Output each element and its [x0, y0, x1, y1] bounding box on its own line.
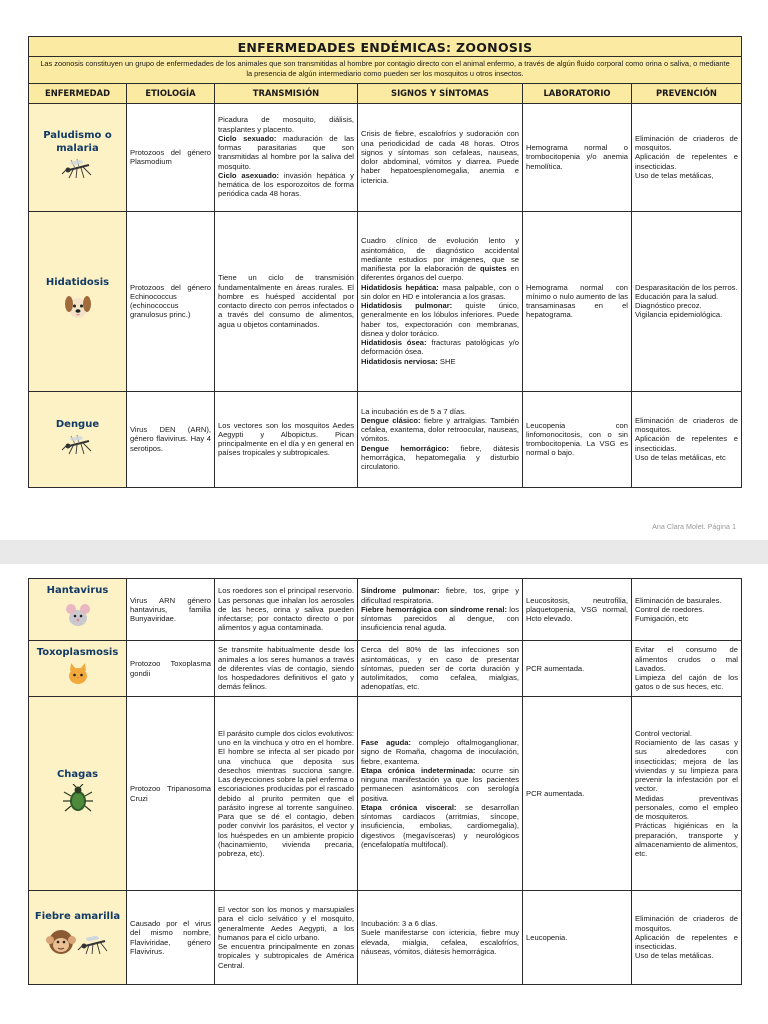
disease-name-cell — [29, 391, 127, 487]
disease-name-cell — [29, 103, 127, 211]
laboratorio-cell: Leucopenia con linfomonocitosis, con o sin trombocitopenia. La VSG es normal o bajo. — [523, 391, 632, 487]
disease-name: Paludismo o malaria — [43, 130, 112, 155]
signos-cell: Incubación: 3 a 6 días. Suele manifestarse con ictericia, fiebre muy elevada, mialgia, cefalea, escalofríos, náuseas, vómitos, diátesis hemorrágica. — [358, 891, 523, 985]
disease-name: Dengue — [55, 418, 100, 430]
prevencion-item: Aplicación de repelentes e insecticidas. — [635, 152, 738, 171]
header-laboratorio: LABORATORIO — [523, 83, 632, 103]
prevencion-cell — [632, 579, 742, 641]
etiologia-cell: Virus DEN (ARN), género flavivirus. Hay 4 serotipos. — [127, 391, 215, 487]
disease-name: Toxoplasmosis — [36, 647, 119, 659]
prevencion-item: Rociamiento de las casas y sus alrededores con insecticidas; mejora de las viviendas y su limpieza para prevenir la infestación por el vector. — [635, 738, 738, 794]
disease-name: Chagas — [56, 769, 99, 781]
prevencion-item: Eliminación de criaderos de mosquitos. — [635, 914, 738, 933]
prevencion-item: Eliminación de criaderos de mosquitos. — [635, 133, 738, 153]
mosquito-icon — [32, 434, 123, 460]
disease-row — [29, 641, 742, 697]
bug-icon — [32, 784, 123, 818]
laboratorio-cell: Hemograma normal o trombocitopenia y/o anemia hemolítica. — [523, 103, 632, 211]
monkey-mosquito-icon — [32, 926, 123, 964]
prevencion-item: Desparasitación de los perros. — [635, 282, 738, 292]
prevencion-item: Limpieza del cajón de los gatos o de sus heces, etc. — [635, 673, 738, 692]
disease-name-cell — [29, 697, 127, 891]
disease-row — [29, 211, 742, 391]
prevencion-item: Vigilancia epidemiológica. — [635, 310, 723, 320]
laboratorio-cell: Hemograma normal con mínimo o nulo aumento de las transaminasas en el hepatograma. — [523, 211, 632, 391]
signos-cell: La incubación es de 5 a 7 días. Dengue clásico: fiebre y artralgias. También cefalea, exantema, dolor retroocular, nauseas, vómitos. Dengue hemorrágico: fiebre, diátesis hemorrágica, hepatomegalia y disturbio circulatorio. — [358, 391, 523, 487]
header-prevencion: PREVENCIÓN — [632, 83, 742, 103]
signos-cell: Crisis de fiebre, escalofríos y sudoración con una periodicidad de cada 48 horas. Otros signos y síntomas son cefaleas, nauseas, dolor abdominal, vómitos y diarrea. Puede haber hepatoesplenomegalia, anemia e ictericia. — [358, 103, 523, 211]
disease-name: Fiebre amarilla — [34, 911, 121, 923]
disease-row — [29, 579, 742, 641]
laboratorio-cell: Leucositosis, neutrofilia, plaquetopenia, VSG normal, Hcto elevado. — [523, 579, 632, 641]
prevencion-item: Medidas preventivas personales, como el empleo de mosquiteros. — [635, 793, 738, 821]
header-signos: SIGNOS Y SÍNTOMAS — [358, 83, 523, 103]
transmision-cell: El parásito cumple dos ciclos evolutivos: uno en la vinchuca y otro en el hombre. El hombre se infecta al ser picado por una vinchuca que deposita sus desechos mientras succiona sangre. Las deyecciones sobre la piel enferma o escoriaciones producidas por el rascado debido al prurito permiten que el parásito ingrese al torrente sanguíneo. Para que se dé el contagio, deben poder convivir los parásitos, el vector y los huéspedes en un ambiente propicio (hacinamiento, vivienda precaria, pobreza, etc). — [215, 697, 358, 891]
transmision-cell: Se transmite habitualmente desde los animales a los seres humanos a través de diferentes vías de contagio, siendo los hospedadores definitivos el gato y demás felinos. — [215, 641, 358, 697]
prevencion-item: Aplicación de repelentes e insecticidas. — [635, 932, 738, 952]
disease-name-cell — [29, 579, 127, 641]
disease-row — [29, 891, 742, 985]
transmision-cell: El vector son los monos y marsupiales para el ciclo selvático y el mosquito, generalmente Aedes Aegypti, a los humanos para el ciclo urbano. Se encuentra principalmente en zonas tropicales y subtropicales de América Central. — [215, 891, 358, 985]
prevencion-item: Educación para la salud. — [635, 291, 719, 301]
dog-icon — [32, 292, 123, 326]
etiologia-cell: Protozoo Tripanosoma Cruzi — [127, 697, 215, 891]
prevencion-cell — [632, 641, 742, 697]
prevencion-cell — [632, 211, 742, 391]
etiologia-cell: Protozoos del género Plasmodium — [127, 103, 215, 211]
prevencion-item: Control vectorial. — [635, 728, 692, 738]
disease-name-cell — [29, 891, 127, 985]
header-enfermedad: ENFERMEDAD — [29, 83, 127, 103]
disease-name: Hantavirus — [46, 585, 109, 597]
transmision-cell: Los vectores son los mosquitos Aedes Aegypti y Albopictus. Pican principalmente en el día y en general en países tropicales y subtropicales. — [215, 391, 358, 487]
laboratorio-cell: PCR aumentada. — [523, 697, 632, 891]
laboratorio-cell: PCR aumentada. — [523, 641, 632, 697]
mouse-icon — [32, 600, 123, 634]
page-footer: Ana Clara Molet. Página 1 — [652, 522, 736, 531]
disease-name: Hidatidosis — [45, 276, 110, 288]
disease-name-cell — [29, 641, 127, 697]
transmision-cell: Tiene un ciclo de transmisión fundamentalmente en áreas rurales. El hombre es huésped accidental por contacto directo con perros infectados o a través del consumo de alimentos, agua u objetos contaminados. — [215, 211, 358, 391]
etiologia-cell: Protozoos del género Echinococcus (echinococcus granulosus princ.) — [127, 211, 215, 391]
etiologia-cell: Causado por el virus del mismo nombre, Flaviviridae, género Flavivirus. — [127, 891, 215, 985]
etiologia-cell: Virus ARN género hantavirus, familia Bunyaviridae. — [127, 579, 215, 641]
prevencion-item: Eliminación de criaderos de mosquitos. — [635, 415, 738, 435]
header-etiologia: ETIOLOGÍA — [127, 83, 215, 103]
prevencion-cell — [632, 103, 742, 211]
header-transmision: TRANSMISIÓN — [215, 83, 358, 103]
prevencion-item: Prácticas higiénicas en la preparación, transporte y almacenamiento de alimentos, etc. — [635, 821, 738, 858]
intro-paragraph: Las zoonosis constituyen un grupo de enfermedades de los animales que son transmitidas al hombre por contagio directo con el animal enfermo, a través de algún fluido corporal como orina o saliva, o mediante la presencia de algún intermediario como pueden ser los mosquitos u otros insectos. — [29, 57, 742, 83]
prevencion-cell — [632, 391, 742, 487]
etiologia-cell: Protozoo Toxoplasma gondii — [127, 641, 215, 697]
prevencion-cell — [632, 891, 742, 985]
prevencion-item: Diagnóstico precoz. — [635, 301, 702, 310]
prevencion-item: Control de roedores. — [635, 604, 705, 614]
cat-icon — [32, 662, 123, 690]
disease-name-cell — [29, 211, 127, 391]
zoonosis-table-page-2 — [28, 578, 742, 985]
laboratorio-cell: Leucopenia. — [523, 891, 632, 985]
signos-cell: Cerca del 80% de las infecciones son asintomáticas, y en caso de presentar síntomas, pueden ser de corta duración y autolimitados, como cefalea, mialgias, adenopatías, etc. — [358, 641, 523, 697]
prevencion-item: Evitar el consumo de alimentos crudos o mal Lavados. — [635, 645, 738, 673]
disease-row — [29, 103, 742, 211]
signos-cell: Fase aguda: complejo oftalmoganglionar, signo de Romaña, chagoma de inoculación, fiebre, exantema. Etapa crónica indeterminada: ocurre sin ninguna manifestación ya que los pacientes permanecen asintomáticos con serología positiva. Etapa crónica visceral: se desarrollan síntomas cardiacos (arritmias, síncope, insuficiencia, embolias, cardiomegalia), digestivos (megavísceras) y neurológicos (encefalopatía multifocal). — [358, 697, 523, 891]
prevencion-cell — [632, 697, 742, 891]
disease-row — [29, 697, 742, 891]
prevencion-item: Fumigación, etc — [635, 614, 689, 624]
signos-cell: Síndrome pulmonar: fiebre, tos, gripe y dificultad respiratoria. Fiebre hemorrágica con síndrome renal: los síntomas parecidos al dengue, con insuficiencia renal aguda. — [358, 579, 523, 641]
prevencion-item: Eliminación de basurales. — [635, 595, 722, 605]
prevencion-item: Uso de telas metálicas. — [635, 951, 714, 961]
zoonosis-table-page-1 — [28, 36, 742, 488]
mosquito-icon — [32, 158, 123, 184]
page-2 — [0, 564, 768, 1024]
signos-cell: Cuadro clínico de evolución lento y asintomático, de diagnóstico accidental mediante estudios por imágenes, que se manifiesta por la elaboración de quistes en diferentes órganos del cuerpo. Hidatidosis hepática: masa palpable, con o sin dolor en HD e intolerancia a los grasas. Hidatidosis pulmonar: quiste único, generalmente en los lóbulos inferiores. Puede haber tos, expectoración con membranas, disnea y dolor torácico. Hidatidosis ósea: fracturas patológicas y/o deformación ósea. Hidatidosis nerviosa: SHE — [358, 211, 523, 391]
disease-row — [29, 391, 742, 487]
document-title: ENFERMEDADES ENDÉMICAS: ZOONOSIS — [29, 37, 742, 57]
prevencion-item: Uso de telas metálicas, etc — [635, 452, 726, 462]
transmision-cell: Picadura de mosquito, diálisis, trasplantes y placento. Ciclo sexuado: maduración de las formas parasitarias que son transmitidas al hombre por la saliva del mosquito. Ciclo asexuado: invasión hepática y hemática de los esporozoitos de forma periódica cada 48 horas. — [215, 103, 358, 211]
header-row — [29, 83, 742, 103]
transmision-cell: Los roedores son el principal reservorio. Las personas que inhalan los aerosoles de las heces, orina y saliva pueden infectarse; por contacto directo o por alimentos y agua contaminada. — [215, 579, 358, 641]
prevencion-item: Aplicación de repelentes e insecticidas. — [635, 434, 738, 453]
prevencion-item: Uso de telas metálicas, — [635, 170, 714, 180]
